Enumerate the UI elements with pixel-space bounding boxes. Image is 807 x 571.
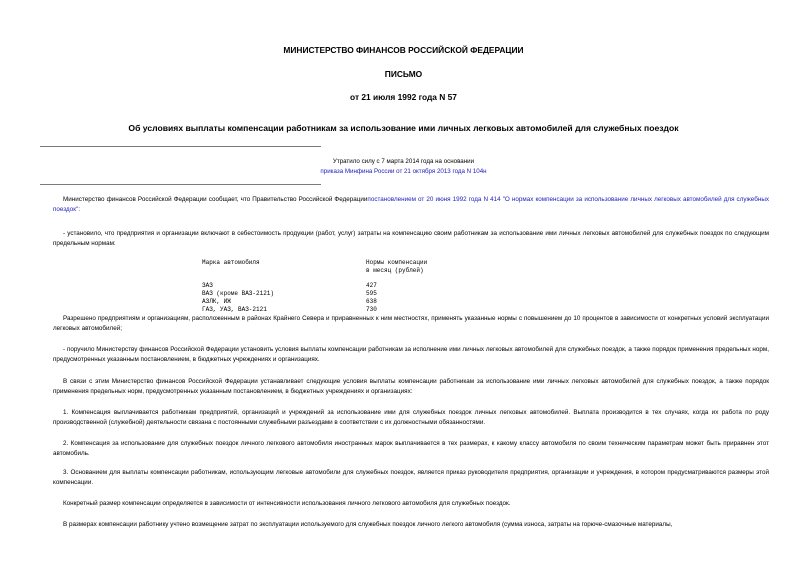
ministry-heading: МИНИСТЕРСТВО ФИНАНСОВ РОССИЙСКОЙ ФЕДЕРАЦИИ — [283, 45, 524, 55]
table-row-norm: 427 — [366, 282, 377, 289]
table-row-norm: 730 — [366, 306, 377, 313]
paragraph-item-2: 2. Компенсация за использование для служебных поездок личного легкового автомобиля иностранных марок выплачивается в тех размерах, к какому классу автомобиля по своим техническим параметрам может быть приравнен этот автомобиль. — [53, 440, 769, 457]
document-date-number: от 21 июля 1992 года N 57 — [350, 92, 457, 102]
paragraph-instruction: - поручило Министерству финансов Российской Федерации установить условия выплаты компенсации работникам за исполнение ими личных легковых автомобилей для служебных поездок, а также порядок применения предельных норм, предусмотренных указанным постановлением, в бюджетных учреждениях и организациях. — [53, 346, 769, 363]
intro-end: : — [78, 206, 80, 213]
top-divider — [40, 146, 321, 147]
table-row-brand: АЗЛК, ИЖ — [202, 298, 231, 305]
paragraph-item-1: 1. Компенсация выплачивается работникам предприятий, организаций и учреждений за использование ими для служебных поездок личных легковых автомобилей. Выплата производится в тех случаях, когда их работа по роду производственной (служебной) деятельности связана с постоянными служебными разъездами в соответствии с их должностными обязанностями. — [53, 409, 769, 426]
table-row-brand: ГАЗ, УАЗ, ВАЗ-2121 — [202, 306, 267, 313]
document-title: Об условиях выплаты компенсации работникам за использование ими личных легковых автомобилей для служебных поездок — [128, 123, 679, 133]
table-row-norm: 595 — [366, 290, 377, 297]
paragraph-norms: - установило, что предприятия и организации включают в себестоимость продукции (работ, услуг) затраты на компенсацию своим работникам за использование ими личных легковых автомобилей для служебных поездок по следующим предельным нормам: — [53, 230, 769, 247]
repeal-note — [0, 157, 807, 176]
table-row-norm: 638 — [366, 298, 377, 305]
paragraph-north-regions: Разрешено предприятиям и организациям, расположенным в районах Крайнего Севера и приравненных к ним местностях, применять указанные нормы с повышением до 10 процентов в зависимости от конкретных условий эксплуатации легковых автомобилей; — [53, 315, 769, 332]
paragraph-intro — [53, 195, 769, 215]
table-header-brand: Марка автомобиля — [202, 259, 260, 266]
paragraph-amount: Конкретный размер компенсации определяется в зависимости от интенсивности использования личного легкового автомобиля для служебных поездок. — [63, 500, 511, 507]
paragraph-conditions: В связи с этим Министерство финансов Российской Федерации устанавливает следующие условия выплаты компенсации работникам за использование ими личных легковых автомобилей для служебных поездок, а также порядок применения предельных норм, предусмотренных указанным постановлением, в бюджетных учреждениях и организациях: — [53, 378, 769, 395]
repeal-note-text: Утратило силу с 7 марта 2014 года на основании — [332, 158, 475, 165]
resolution-link[interactable]: постановлением от 20 июня 1992 года N 414 "О нормах компенсации за использование личных легковых автомобилей для служебных поездок" — [53, 196, 769, 213]
paragraph-item-3: 3. Основанием для выплаты компенсации работникам, использующим легковые автомобили для служебных поездок, является приказ руководителя предприятия, организации и учреждения, в котором предусматриваются размеры этой компенсации. — [53, 469, 769, 486]
repeal-order-link[interactable]: приказа Минфина России от 21 октября 2013 года N 104н — [320, 167, 487, 175]
table-header-norm-2: в месяц (рублей) — [366, 267, 424, 274]
table-header-norm-1: Нормы компенсации — [366, 259, 428, 266]
paragraph-costs: В размерах компенсации работнику учтено возмещение затрат по эксплуатации используемого для служебных поездок личного легкого автомобиля (сумма износа, затраты на горюче-смазочные материалы, — [63, 521, 673, 528]
document-type: ПИСЬМО — [384, 69, 423, 79]
table-row-brand: ЗАЗ — [202, 282, 213, 289]
table-row-brand: ВАЗ (кроме ВАЗ-2121) — [202, 290, 275, 297]
bottom-divider — [40, 184, 321, 185]
intro-text: Министерство финансов Российской Федерации сообщает, что Правительство Российской Федерации — [63, 196, 368, 203]
